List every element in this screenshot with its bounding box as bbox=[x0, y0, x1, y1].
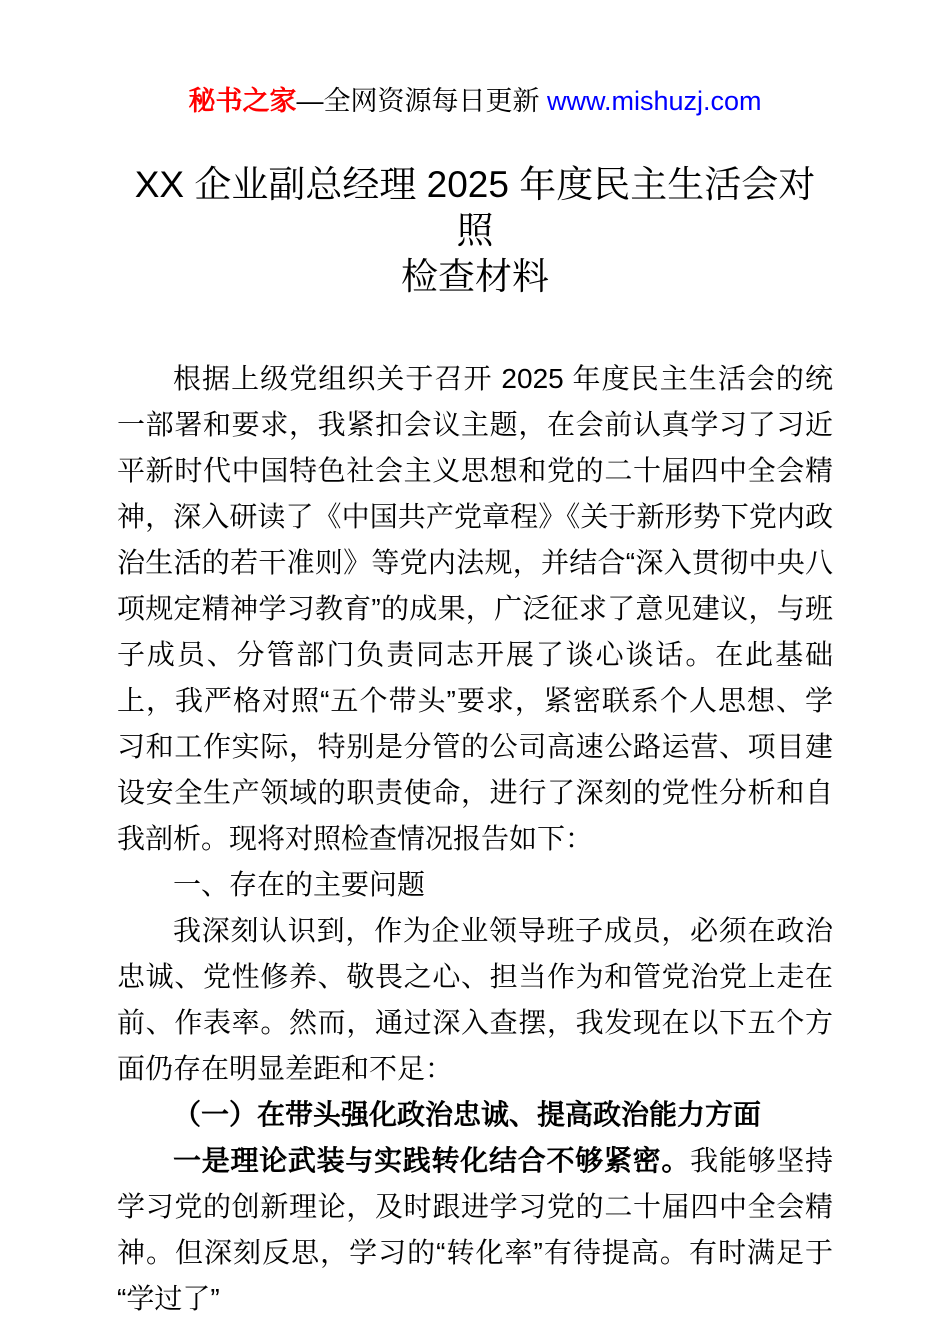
text-segment-bold: 一是理论武装与实践转化结合不够紧密。 bbox=[173, 1145, 691, 1176]
site-header bbox=[117, 0, 833, 118]
site-url-link[interactable]: www.mishuzj.com bbox=[546, 86, 762, 116]
section-heading-main-problems bbox=[117, 862, 833, 908]
document-title bbox=[117, 162, 833, 300]
title-line-2: 检查材料 bbox=[401, 256, 549, 297]
text-segment: 我能够坚持学习党的创新理论，及时跟进学习党的二十届四中全会精神。但深刻反思，学习的“转化率”有待提高。有时满足于“学过了” bbox=[117, 1145, 833, 1314]
subsection-heading-political-loyalty bbox=[117, 1092, 833, 1138]
paragraph-issue-theory-practice bbox=[117, 1138, 833, 1322]
intro-paragraph bbox=[117, 356, 833, 862]
title-line-1: XX 企业副总经理 2025 年度民主生活会对照 bbox=[134, 164, 816, 251]
document-body bbox=[117, 356, 833, 1322]
text-segment-bold: （一）在带头强化政治忠诚、提高政治能力方面 bbox=[173, 1099, 762, 1130]
document-content bbox=[117, 0, 833, 1322]
paragraph-overview bbox=[117, 908, 833, 1092]
text-segment: 根据上级党组织关于召开 2025 年度民主生活会的统一部署和要求，我紧扣会议主题，在会前认真学习了习近平新时代中国特色社会主义思想和党的二十届四中全会精神，深入研读了《中国共产党章程》《关于新形势下党内政治生活的若干准则》等党内法规，并结合“深入贯彻中央八项规定精神学习教育”的成果，广泛征求了意见建议，与班子成员、分管部门负责同志开展了谈心谈话。在此基础上，我严格对照“五个带头”要求，紧密联系个人思想、学习和工作实际，特别是分管的公司高速公路运营、项目建设安全生产领域的职责使命，进行了深刻的党性分析和自我剖析。现将对照检查情况报告如下： bbox=[117, 363, 833, 854]
site-name: 秘书之家 bbox=[188, 86, 297, 116]
text-segment: 一、存在的主要问题 bbox=[173, 869, 426, 900]
site-tagline: —全网资源每日更新 bbox=[296, 86, 547, 116]
text-segment: 我深刻认识到，作为企业领导班子成员，必须在政治忠诚、党性修养、敬畏之心、担当作为和管党治党上走在前、作表率。然而，通过深入查摆，我发现在以下五个方面仍存在明显差距和不足： bbox=[117, 915, 833, 1084]
